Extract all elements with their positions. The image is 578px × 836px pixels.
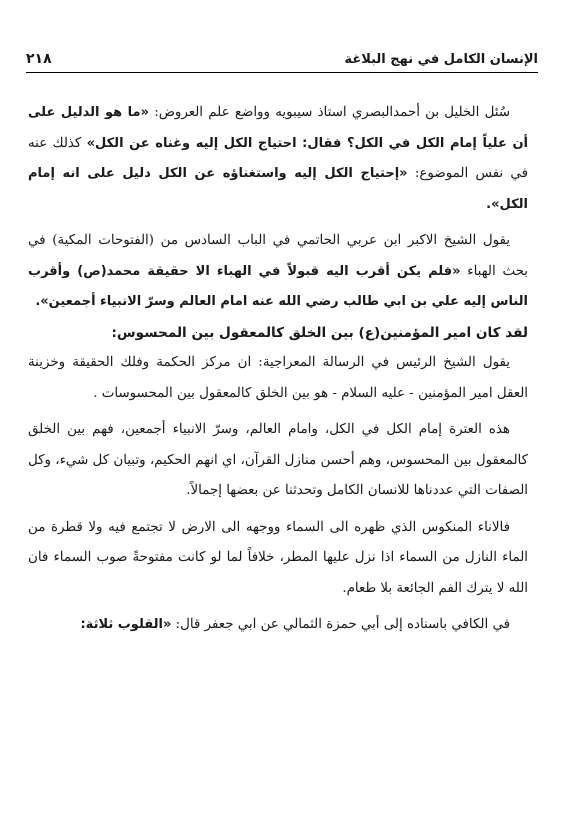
paragraph-text: كذلك عنه في نفس الموضوع: xyxy=(28,135,528,181)
paragraph-ibn-arabi xyxy=(28,226,528,318)
running-title: الإنسان الكامل في نهج البلاغة xyxy=(344,51,538,67)
paragraph-text: يقول الشيخ الاكبر ابن عربي الحاتمي في الباب السادس من (الفتوحات المكية) في بحث الهباء xyxy=(28,233,528,279)
paragraph-text: سُئل الخليل بن أحمدالبصري استاذ سيبويه وواضع علم العروض: xyxy=(148,105,510,120)
quote-bold: «ما هو الدليل على أن علياً إمام الكل في الكل؟ فقال: احتياج الكل إليه وغناه عن الكل» xyxy=(28,105,528,151)
paragraph-khalil xyxy=(28,98,528,220)
page-body xyxy=(28,98,528,641)
page-number: ٢١٨ xyxy=(26,51,52,67)
section-heading: لقد كان امير المؤمنين(ع) بين الخلق كالمعقول بين المحسوس: xyxy=(111,324,528,341)
paragraph-inaa: فالاناء المنكوس الذي ظهره الى السماء ووجهه الى الارض لا تجتمع فيه ولا قطرة من الماء النازل من السماء اذا نزل عليها المطر، خلافاً لما لو كانت مفتوحةً صوب السماء فان الله لا يترك الفم الجائعة بلا طعام. xyxy=(28,519,528,596)
page-header xyxy=(26,48,538,70)
quote-bold: «إحتياج الكل إليه واستغناؤه عن الكل دليل على انه إمام الكل». xyxy=(28,166,528,212)
paragraph-itra: هذه العترة إمام الكل في الكل، وامام العالم، وسرّ الانبياء أجمعين، فهم بين الخلق كالمعقول بين المحسوس، وهم أحسن منازل القرآن، اي انهم الحكيم، وتبيان كل شيء، وكل الصفات التي عددناها للانسان الكامل وتحدثنا عن بعضها إجمالاً. xyxy=(28,422,528,498)
header-rule xyxy=(26,72,538,73)
paragraph-sheikh-rais: يقول الشيخ الرئيس في الرسالة المعراجية: ان مركز الحكمة وفلك الحقيقة وخزينة العقل امير المؤمنين - عليه السلام - هو بين الخلق كالمعقول بين المحسوسات . xyxy=(28,355,528,401)
paragraph-kafi xyxy=(28,610,528,641)
quote-bold: «القلوب ثلاثة: xyxy=(80,617,172,632)
paragraph-text: في الكافي باسناده إلى أبي حمزة الثمالي عن ابي جعفر قال: xyxy=(171,617,510,632)
quote-bold: «فلم يكن أقرب اليه قبولاً في الهباء الا حقيقة محمد(ص) وأقرب الناس إليه علي بن ابي طالب رضي الله عنه امام العالم وسرّ الانبياء أجمعين». xyxy=(28,263,528,309)
